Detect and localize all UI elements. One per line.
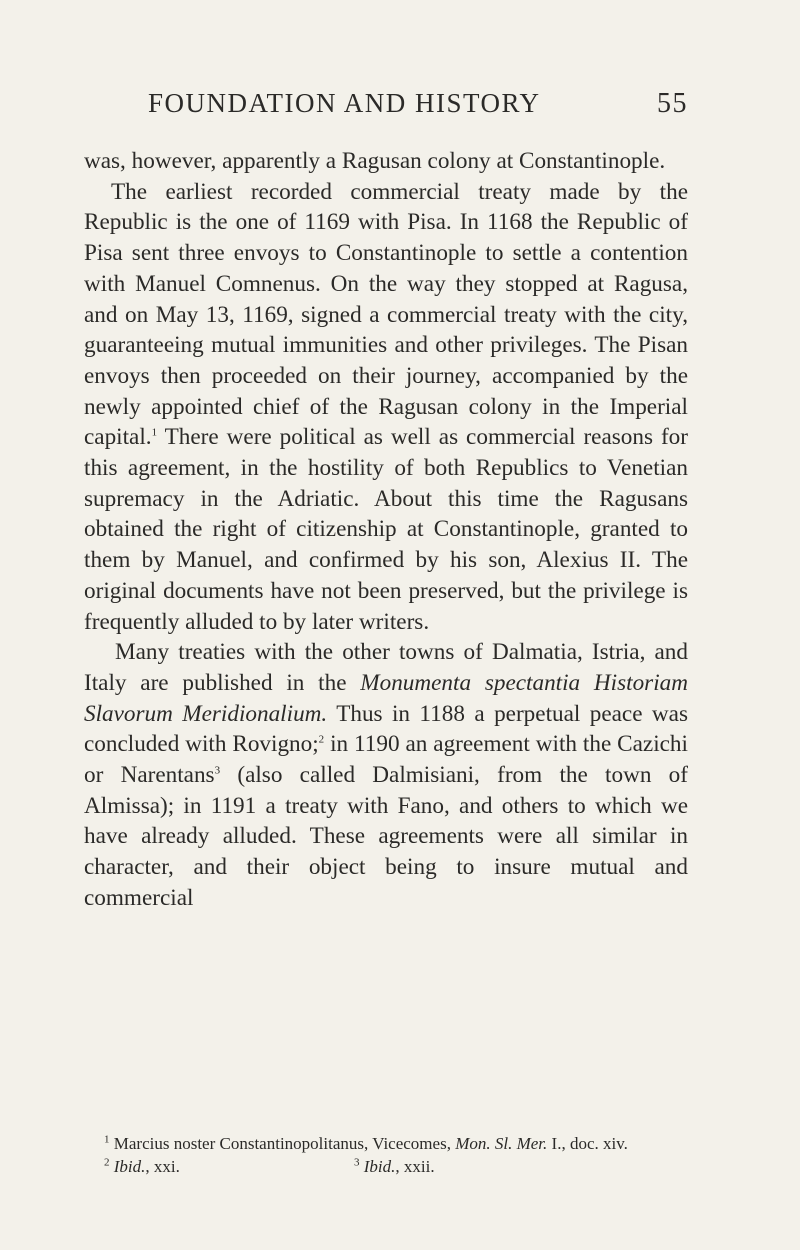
work-title-italic: Monumenta spectantia Historiam Slavorum Meridionalium. (84, 669, 688, 727)
paragraph-3-part-4: (also called Dalmisiani, from the town of Almissa); in 1191 a treaty with Fano, and others to which we have already alluded. These agreements were all similar in character, and their object being to insure mutual and commercial (84, 762, 688, 911)
footnote-row-2-3 (84, 1154, 688, 1178)
footnote-3 (354, 1156, 435, 1177)
footnote-1-text: Marcius noster Constantinopolitanus, Vicecomes, (109, 1134, 456, 1153)
footnote-2-tail: , xxi. (145, 1157, 180, 1176)
paragraph-3-part-3: in 1190 an agreement with the Cazichi or Narentans (84, 731, 688, 789)
footnote-1-mark: 1 (104, 1133, 110, 1146)
footnote-3-tail: , xxii. (395, 1157, 435, 1176)
paragraph-3-part-2: Thus in 1188 a perpetual peace was concluded with Rovigno; (84, 700, 688, 758)
footnotes (84, 1133, 688, 1178)
running-header (148, 88, 688, 119)
footnote-2-italic: Ibid. (113, 1157, 146, 1176)
footnote-1 (84, 1133, 688, 1154)
paragraph-3 (84, 637, 688, 913)
footnote-ref-1: 1 (151, 426, 158, 439)
paragraph-2 (84, 177, 688, 638)
footnote-ref-3: 3 (214, 764, 221, 777)
footnote-3-italic: Ibid. (363, 1157, 396, 1176)
footnote-2-mark: 2 (104, 1156, 110, 1169)
paragraph-2-part-2: There were political as well as commercial reasons for this agreement, in the hostility of both Republics to Venetian supremacy in the Adriatic. About this time the Ragusans obtained the right of citizenship at Constantinople, granted to them by Manuel, and confirmed by his son, Alexius II. The original documents have not been preserved, but the privilege is frequently alluded to by later writers. (84, 424, 688, 635)
paragraph-1: was, however, apparently a Ragusan colony at Constantinople. (84, 148, 666, 174)
footnote-2 (104, 1156, 180, 1177)
footnote-3-mark: 3 (354, 1156, 360, 1169)
running-title: FOUNDATION AND HISTORY (148, 88, 541, 118)
paragraph-3-part-1: Many treaties with the other towns of Dalmatia, Istria, and Italy are published in the (84, 639, 688, 696)
paragraph-2-part-1: The earliest recorded commercial treaty made by the Republic is the one of 1169 with Pisa. In 1168 the Republic of Pisa sent three envoys to Constantinople to settle a contention with Manuel Comnenus. On the way they stopped at Ragusa, and on May 13, 1169, signed a commercial treaty with the city, guaranteeing mutual immunities and other privileges. The Pisan envoys then proceeded on their journey, accompanied by the newly appointed chief of the Ragusan colony in the Imperial capital. (84, 178, 688, 451)
footnote-ref-2: 2 (318, 733, 325, 746)
footnote-1-tail: I., doc. xiv. (547, 1134, 628, 1153)
body-text (84, 146, 688, 914)
page-number: 55 (657, 88, 688, 119)
footnote-1-italic: Mon. Sl. Mer. (455, 1134, 548, 1153)
